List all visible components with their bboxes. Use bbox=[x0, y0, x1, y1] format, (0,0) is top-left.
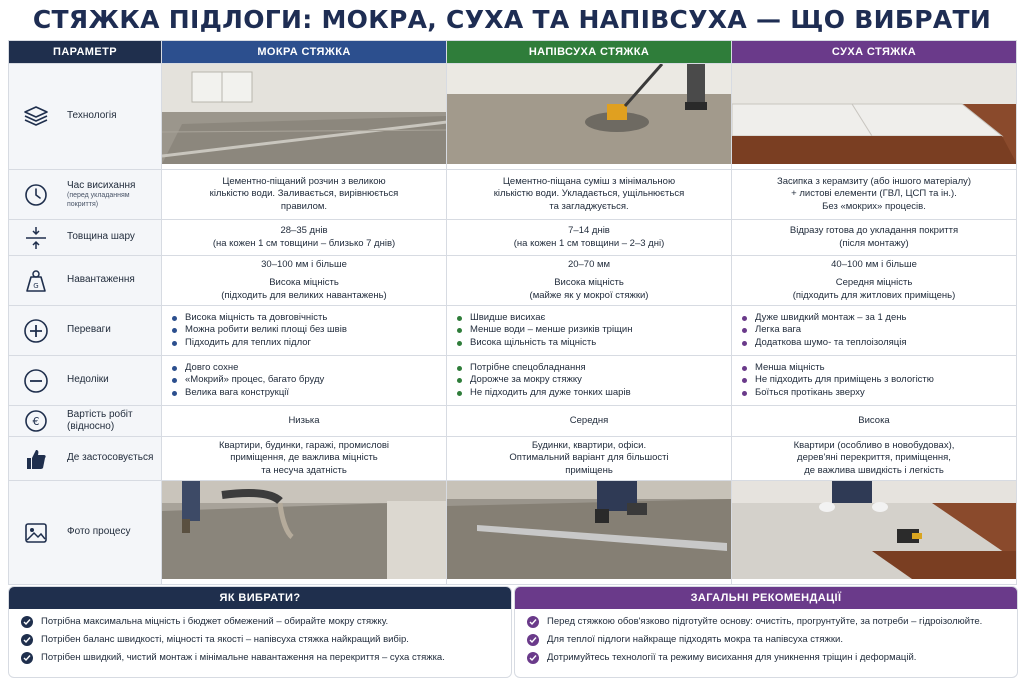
photo-dry-technology bbox=[732, 64, 1017, 170]
param-label-2: (відносно) bbox=[67, 421, 115, 432]
list-item: Потрібне спецобладнання bbox=[457, 362, 731, 375]
list-item: Швидше висихає bbox=[457, 312, 731, 325]
check-icon bbox=[527, 634, 539, 646]
list-item: Дуже швидкий монтаж – за 1 день bbox=[742, 312, 1016, 325]
semi-pros bbox=[447, 306, 732, 356]
semi-drying: 7–14 днів (на кожен 1 см товщини – 2–3 дні) bbox=[447, 220, 732, 256]
photo-wet-technology bbox=[162, 64, 447, 170]
dry-usage: Квартири (особливо в новобудовах), дерев'яні перекриття, приміщення, де важлива швидкість і легкість bbox=[732, 437, 1017, 481]
photo-semi-process bbox=[447, 481, 732, 585]
dry-cons bbox=[732, 356, 1017, 406]
check-icon bbox=[21, 652, 33, 664]
row-cons bbox=[9, 356, 1017, 406]
recommendations-title: ЗАГАЛЬНІ РЕКОМЕНДАЦІЇ bbox=[515, 587, 1017, 609]
layers-icon bbox=[21, 102, 51, 132]
how-to-choose-panel bbox=[8, 586, 512, 678]
row-photos bbox=[9, 481, 1017, 585]
how-to-choose-title: ЯК ВИБРАТИ? bbox=[9, 587, 511, 609]
recommendations-panel bbox=[514, 586, 1018, 678]
param-label: Переваги bbox=[67, 324, 111, 336]
wet-usage: Квартири, будинки, гаражі, промислові приміщення, де важлива міцність та несуча здатність bbox=[162, 437, 447, 481]
thumbs-up-icon bbox=[21, 444, 51, 474]
weight-icon bbox=[21, 266, 51, 296]
row-thickness-load bbox=[9, 256, 1017, 306]
list-item: Можна робити великі площі без швів bbox=[172, 324, 446, 337]
list-item: Довго сохне bbox=[172, 362, 446, 375]
semi-thickness-load: 20–70 мм Висока міцність (майже як у мокрої стяжки) bbox=[447, 256, 732, 306]
wet-cost: Низька bbox=[162, 406, 447, 437]
list-item: Велика вага конструкції bbox=[172, 387, 446, 400]
check-icon bbox=[527, 616, 539, 628]
list-item: Менше води – менше ризиків тріщин bbox=[457, 324, 731, 337]
header-param: ПАРАМЕТР bbox=[9, 41, 162, 64]
param-label: Час висихання bbox=[67, 179, 136, 191]
param-photos bbox=[9, 481, 162, 585]
dry-cost: Висока bbox=[732, 406, 1017, 437]
photo-dry-process bbox=[732, 481, 1017, 585]
table-header-row bbox=[9, 41, 1017, 64]
plus-circle-icon bbox=[21, 316, 51, 346]
minus-circle-icon bbox=[21, 366, 51, 396]
list-item: Менша міцність bbox=[742, 362, 1016, 375]
semi-cost: Середня bbox=[447, 406, 732, 437]
param-label: Фото процесу bbox=[67, 526, 131, 538]
wet-thickness-load: 30–100 мм і більше Висока міцність (підходить для великих навантажень) bbox=[162, 256, 447, 306]
check-icon bbox=[21, 616, 33, 628]
list-item: Не підходить для приміщень з вологістю bbox=[742, 374, 1016, 387]
semi-cons bbox=[447, 356, 732, 406]
param-technology bbox=[9, 64, 162, 170]
list-item: Перед стяжкою обов'язково підготуйте основу: очистіть, прогрунтуйте, за потреби – гідроізолюйте. bbox=[527, 613, 1017, 631]
param-label: Вартість робіт bbox=[67, 408, 133, 420]
param-cons bbox=[9, 356, 162, 406]
param-load bbox=[9, 256, 162, 306]
list-item: Підходить для теплих підлог bbox=[172, 337, 446, 350]
check-icon bbox=[527, 652, 539, 664]
comparison-table bbox=[8, 40, 1017, 585]
dry-pros bbox=[732, 306, 1017, 356]
dry-drying: Відразу готова до укладання покриття (після монтажу) bbox=[732, 220, 1017, 256]
list-item: Додаткова шумо- та теплоізоляція bbox=[742, 337, 1016, 350]
clock-icon bbox=[21, 180, 51, 210]
row-cost bbox=[9, 406, 1017, 437]
list-item: Дорожче за мокру стяжку bbox=[457, 374, 731, 387]
semi-usage: Будинки, квартири, офіси. Оптимальний варіант для більшості приміщень bbox=[447, 437, 732, 481]
list-item: Потрібен швидкий, чистий монтаж і мінімальне навантаження на перекриття – суха стяжка. bbox=[21, 649, 511, 667]
row-drying bbox=[9, 220, 1017, 256]
list-item: Потрібна максимальна міцність і бюджет обмежений – обирайте мокру стяжку. bbox=[21, 613, 511, 631]
wet-drying: 28–35 днів (на кожен 1 см товщини – близько 7 днів) bbox=[162, 220, 447, 256]
list-item: Боїться протікань зверху bbox=[742, 387, 1016, 400]
list-item: Висока міцність та довговічність bbox=[172, 312, 446, 325]
list-item: Легка вага bbox=[742, 324, 1016, 337]
page-title: СТЯЖКА ПІДЛОГИ: МОКРА, СУХА ТА НАПІВСУХА — ЩО ВИБРАТИ bbox=[32, 5, 992, 34]
param-label: Технологія bbox=[67, 110, 117, 122]
param-sublabel: (перед укладанням покриття) bbox=[67, 192, 130, 208]
param-drying bbox=[9, 170, 162, 220]
wet-cons bbox=[162, 356, 447, 406]
list-item: Потрібен баланс швидкості, міцності та якості – напівсуха стяжка найкращий вибір. bbox=[21, 631, 511, 649]
param-usage bbox=[9, 437, 162, 481]
param-thickness bbox=[9, 220, 162, 256]
header-dry: СУХА СТЯЖКА bbox=[732, 41, 1017, 64]
wet-pros bbox=[162, 306, 447, 356]
row-technology bbox=[9, 64, 1017, 170]
list-item: Не підходить для дуже тонких шарів bbox=[457, 387, 731, 400]
svg-text:€: € bbox=[32, 415, 40, 428]
header-wet: МОКРА СТЯЖКА bbox=[162, 41, 447, 64]
coin-icon bbox=[21, 406, 51, 436]
image-icon bbox=[21, 518, 51, 548]
row-technology-text bbox=[9, 170, 1017, 220]
dry-thickness-load: 40–100 мм і більше Середня міцність (підходить для житлових приміщень) bbox=[732, 256, 1017, 306]
row-usage bbox=[9, 437, 1017, 481]
photo-semi-technology bbox=[447, 64, 732, 170]
thickness-icon bbox=[21, 223, 51, 253]
header-semi: НАПІВСУХА СТЯЖКА bbox=[447, 41, 732, 64]
row-pros bbox=[9, 306, 1017, 356]
param-label: Недоліки bbox=[67, 374, 109, 386]
param-label: Товщина шару bbox=[67, 231, 135, 243]
param-label: Навантаження bbox=[67, 274, 135, 286]
list-item: «Мокрий» процес, багато бруду bbox=[172, 374, 446, 387]
photo-wet-process bbox=[162, 481, 447, 585]
param-pros bbox=[9, 306, 162, 356]
wet-technology: Цементно-піщаний розчин з великою кількістю води. Заливається, вирівнюється правилом. bbox=[162, 170, 447, 220]
svg-text:G: G bbox=[33, 281, 39, 290]
check-icon bbox=[21, 634, 33, 646]
param-cost bbox=[9, 406, 162, 437]
semi-technology: Цементно-піщана суміш з мінімальною кількістю води. Укладається, ущільнюється та загладжується. bbox=[447, 170, 732, 220]
dry-technology: Засипка з керамзиту (або іншого матеріалу) + листові елементи (ГВЛ, ЦСП та ін.). Без «мокрих» процесів. bbox=[732, 170, 1017, 220]
list-item: Дотримуйтесь технології та режиму висихання для уникнення тріщин і деформацій. bbox=[527, 649, 1017, 667]
param-label: Де застосовується bbox=[67, 452, 154, 464]
list-item: Висока щільність та міцність bbox=[457, 337, 731, 350]
list-item: Для теплої підлоги найкраще підходять мокра та напівсуха стяжки. bbox=[527, 631, 1017, 649]
